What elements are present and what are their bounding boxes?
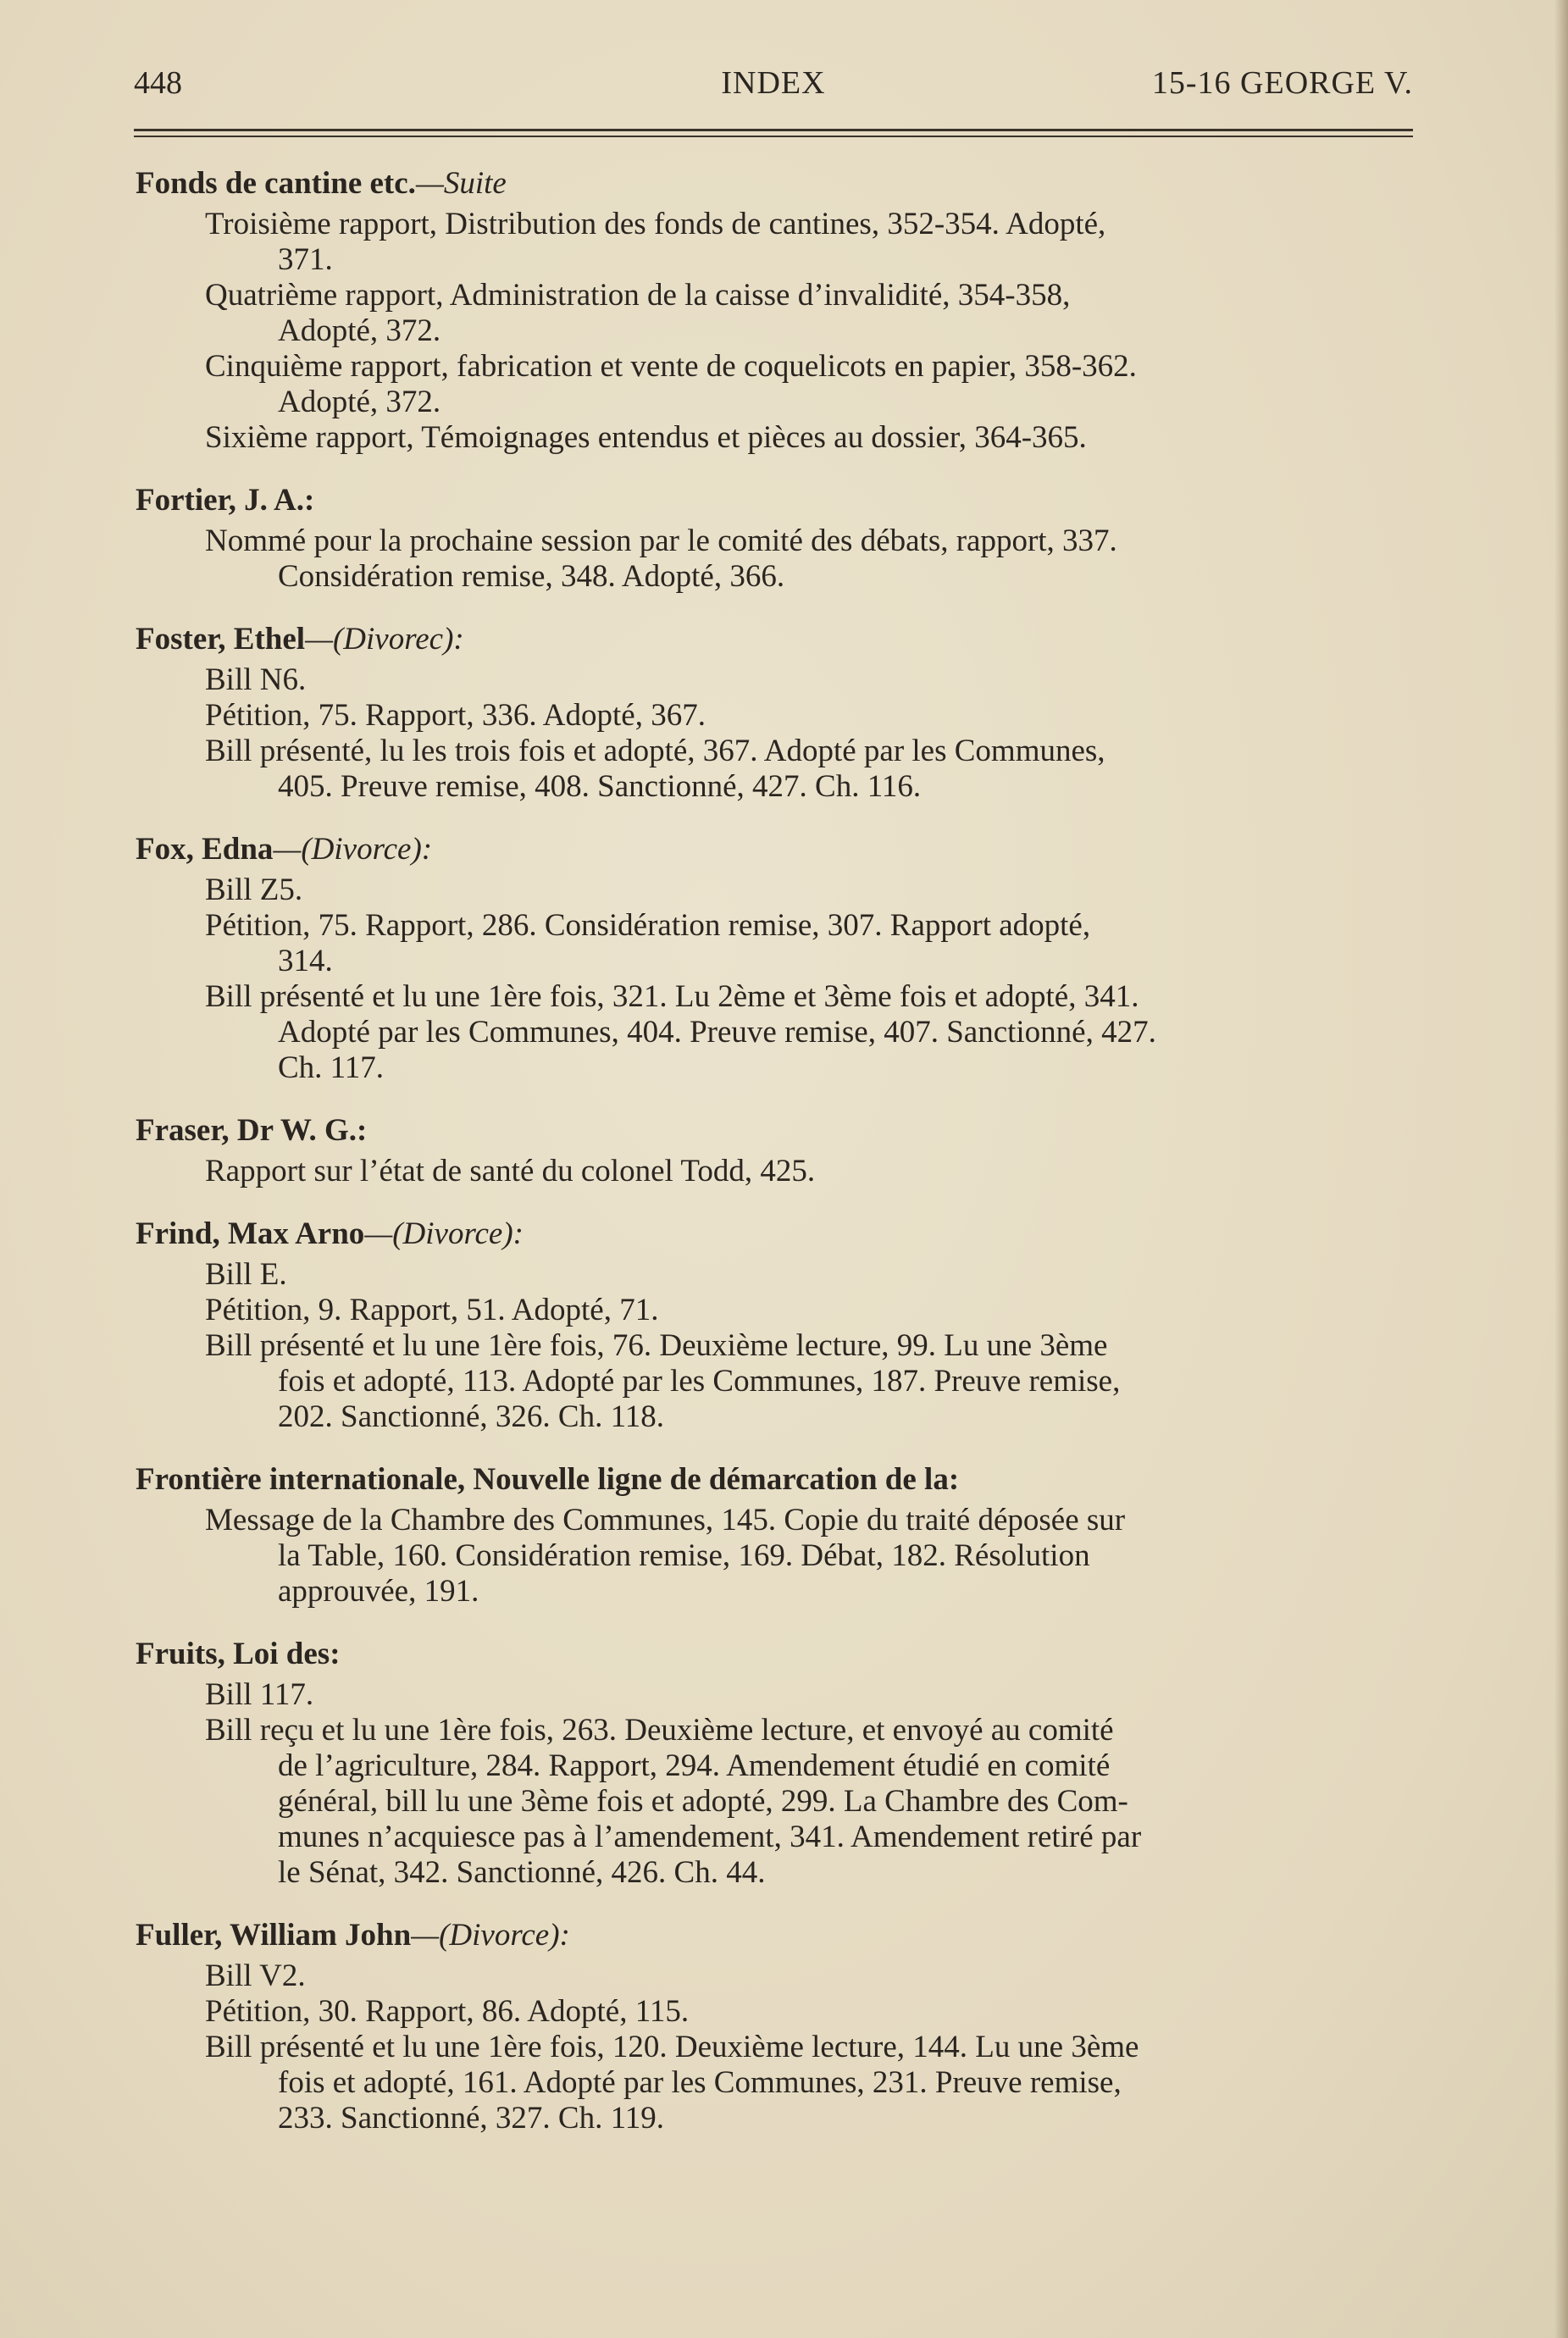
entry-continuation-line: 202. Sanctionné, 326. Ch. 118. — [278, 1399, 664, 1434]
index-entry — [136, 1918, 1410, 2136]
entry-line: Rapport sur l’état de santé du colonel Todd, 425. — [205, 1154, 816, 1188]
entry-line: Bill reçu et lu une 1ère fois, 263. Deuxième lecture, et envoyé au comité — [205, 1713, 1114, 1748]
entry-line: Cinquième rapport, fabrication et vente de coquelicots en papier, 358-362. — [205, 349, 1137, 384]
entry-heading-suffix: —Suite — [415, 166, 507, 201]
entry-continuation-line: 233. Sanctionné, 327. Ch. 119. — [278, 2101, 664, 2136]
page-title: INDEX — [721, 65, 826, 101]
entry-line: Quatrième rapport, Administration de la caisse d’invalidité, 354-358, — [205, 278, 1071, 313]
entry-continuation-line: fois et adopté, 161. Adopté par les Communes, 231. Preuve remise, — [278, 2065, 1122, 2100]
entry-continuation-line: Adopté, 372. — [278, 313, 441, 348]
entry-heading — [136, 483, 1410, 518]
index-entry — [136, 1216, 1410, 1435]
entry-line: Bill présenté et lu une 1ère fois, 321. Lu 2ème et 3ème fois et adopté, 341. — [205, 979, 1139, 1014]
entry-heading-suffix: —(Divorec): — [305, 622, 464, 657]
entry-line: Bill 117. — [205, 1677, 314, 1712]
entry-continuation-line: général, bill lu une 3ème fois et adopté, 299. La Chambre des Com- — [278, 1784, 1128, 1819]
entry-continuation-line: Adopté, 372. — [278, 385, 441, 419]
index-entry — [136, 1462, 1410, 1609]
entry-continuation-line: munes n’acquiesce pas à l’amendement, 341. Amendement retiré par — [278, 1820, 1142, 1854]
index-entry — [136, 1637, 1410, 1891]
index-entry — [136, 483, 1410, 595]
entry-line: Bill N6. — [205, 662, 307, 697]
entry-heading — [136, 1216, 1410, 1252]
entry-heading — [136, 622, 1410, 657]
index-entries — [136, 166, 1410, 2163]
entry-heading — [136, 1637, 1410, 1672]
page-number: 448 — [134, 65, 182, 101]
entry-line: Troisième rapport, Distribution des fonds de cantines, 352-354. Adopté, — [205, 207, 1106, 241]
entry-line: Pétition, 75. Rapport, 336. Adopté, 367. — [205, 698, 706, 733]
index-entry — [136, 622, 1410, 805]
entry-heading-suffix: —(Divorce): — [411, 1918, 570, 1953]
page-header — [134, 59, 1413, 110]
entry-heading — [136, 832, 1410, 867]
entry-heading-text: Fortier, J. A.: — [136, 483, 315, 518]
entry-continuation-line: de l’agriculture, 284. Rapport, 294. Amendement étudié en comité — [278, 1748, 1111, 1783]
entry-heading — [136, 1462, 1410, 1498]
entry-continuation-line: Ch. 117. — [278, 1050, 385, 1085]
header-rule-bottom — [134, 136, 1413, 137]
entry-line: Bill Z5. — [205, 873, 303, 907]
entry-heading-text: Fruits, Loi des: — [136, 1637, 341, 1671]
entry-line: Sixième rapport, Témoignages entendus et pièces au dossier, 364-365. — [205, 420, 1087, 455]
entry-line: Bill présenté et lu une 1ère fois, 76. Deuxième lecture, 99. Lu une 3ème — [205, 1328, 1108, 1363]
entry-heading-text: Fuller, William John — [136, 1918, 412, 1953]
entry-line: Message de la Chambre des Communes, 145. Copie du traité déposée sur — [205, 1503, 1126, 1537]
entry-heading-text: Foster, Ethel — [136, 622, 306, 657]
entry-line: Bill présenté et lu une 1ère fois, 120. Deuxième lecture, 144. Lu une 3ème — [205, 2030, 1139, 2064]
entry-continuation-line: 314. — [278, 944, 333, 978]
entry-continuation-line: le Sénat, 342. Sanctionné, 426. Ch. 44. — [278, 1855, 766, 1890]
running-header: 15-16 GEORGE V. — [1151, 65, 1413, 101]
entry-heading-text: Fox, Edna — [136, 832, 274, 867]
entry-heading — [136, 166, 1410, 202]
entry-heading — [136, 1113, 1410, 1149]
entry-continuation-line: approuvée, 191. — [278, 1574, 479, 1609]
entry-continuation-line: Adopté par les Communes, 404. Preuve remise, 407. Sanctionné, 427. — [278, 1015, 1156, 1050]
entry-line: Pétition, 9. Rapport, 51. Adopté, 71. — [205, 1293, 659, 1327]
entry-heading-suffix: —(Divorce): — [364, 1216, 524, 1251]
entry-continuation-line: 371. — [278, 242, 333, 277]
index-entry — [136, 1113, 1410, 1189]
entry-heading-text: Frontière internationale, Nouvelle ligne de démarcation de la: — [136, 1462, 960, 1497]
entry-continuation-line: Considération remise, 348. Adopté, 366. — [278, 559, 785, 594]
entry-heading-text: Frind, Max Arno — [136, 1216, 365, 1251]
entry-heading-text: Fonds de cantine etc. — [136, 166, 416, 201]
entry-heading-text: Fraser, Dr W. G.: — [136, 1113, 368, 1148]
page-edge-shadow — [1554, 0, 1568, 2338]
entry-line: Nommé pour la prochaine session par le comité des débats, rapport, 337. — [205, 524, 1117, 558]
entry-continuation-line: la Table, 160. Considération remise, 169. Débat, 182. Résolution — [278, 1538, 1090, 1573]
entry-continuation-line: fois et adopté, 113. Adopté par les Communes, 187. Preuve remise, — [278, 1364, 1121, 1399]
entry-line: Bill V2. — [205, 1958, 306, 1993]
index-entry — [136, 166, 1410, 456]
entry-heading-suffix: —(Divorce): — [273, 832, 433, 867]
entry-heading — [136, 1918, 1410, 1953]
entry-line: Pétition, 30. Rapport, 86. Adopté, 115. — [205, 1994, 690, 2029]
entry-line: Bill présenté, lu les trois fois et adopté, 367. Adopté par les Communes, — [205, 734, 1105, 768]
entry-line: Bill E. — [205, 1257, 287, 1292]
index-entry — [136, 832, 1410, 1086]
header-rule-top — [134, 129, 1413, 131]
entry-continuation-line: 405. Preuve remise, 408. Sanctionné, 427. Ch. 116. — [278, 769, 922, 804]
entry-line: Pétition, 75. Rapport, 286. Considération remise, 307. Rapport adopté, — [205, 908, 1091, 943]
